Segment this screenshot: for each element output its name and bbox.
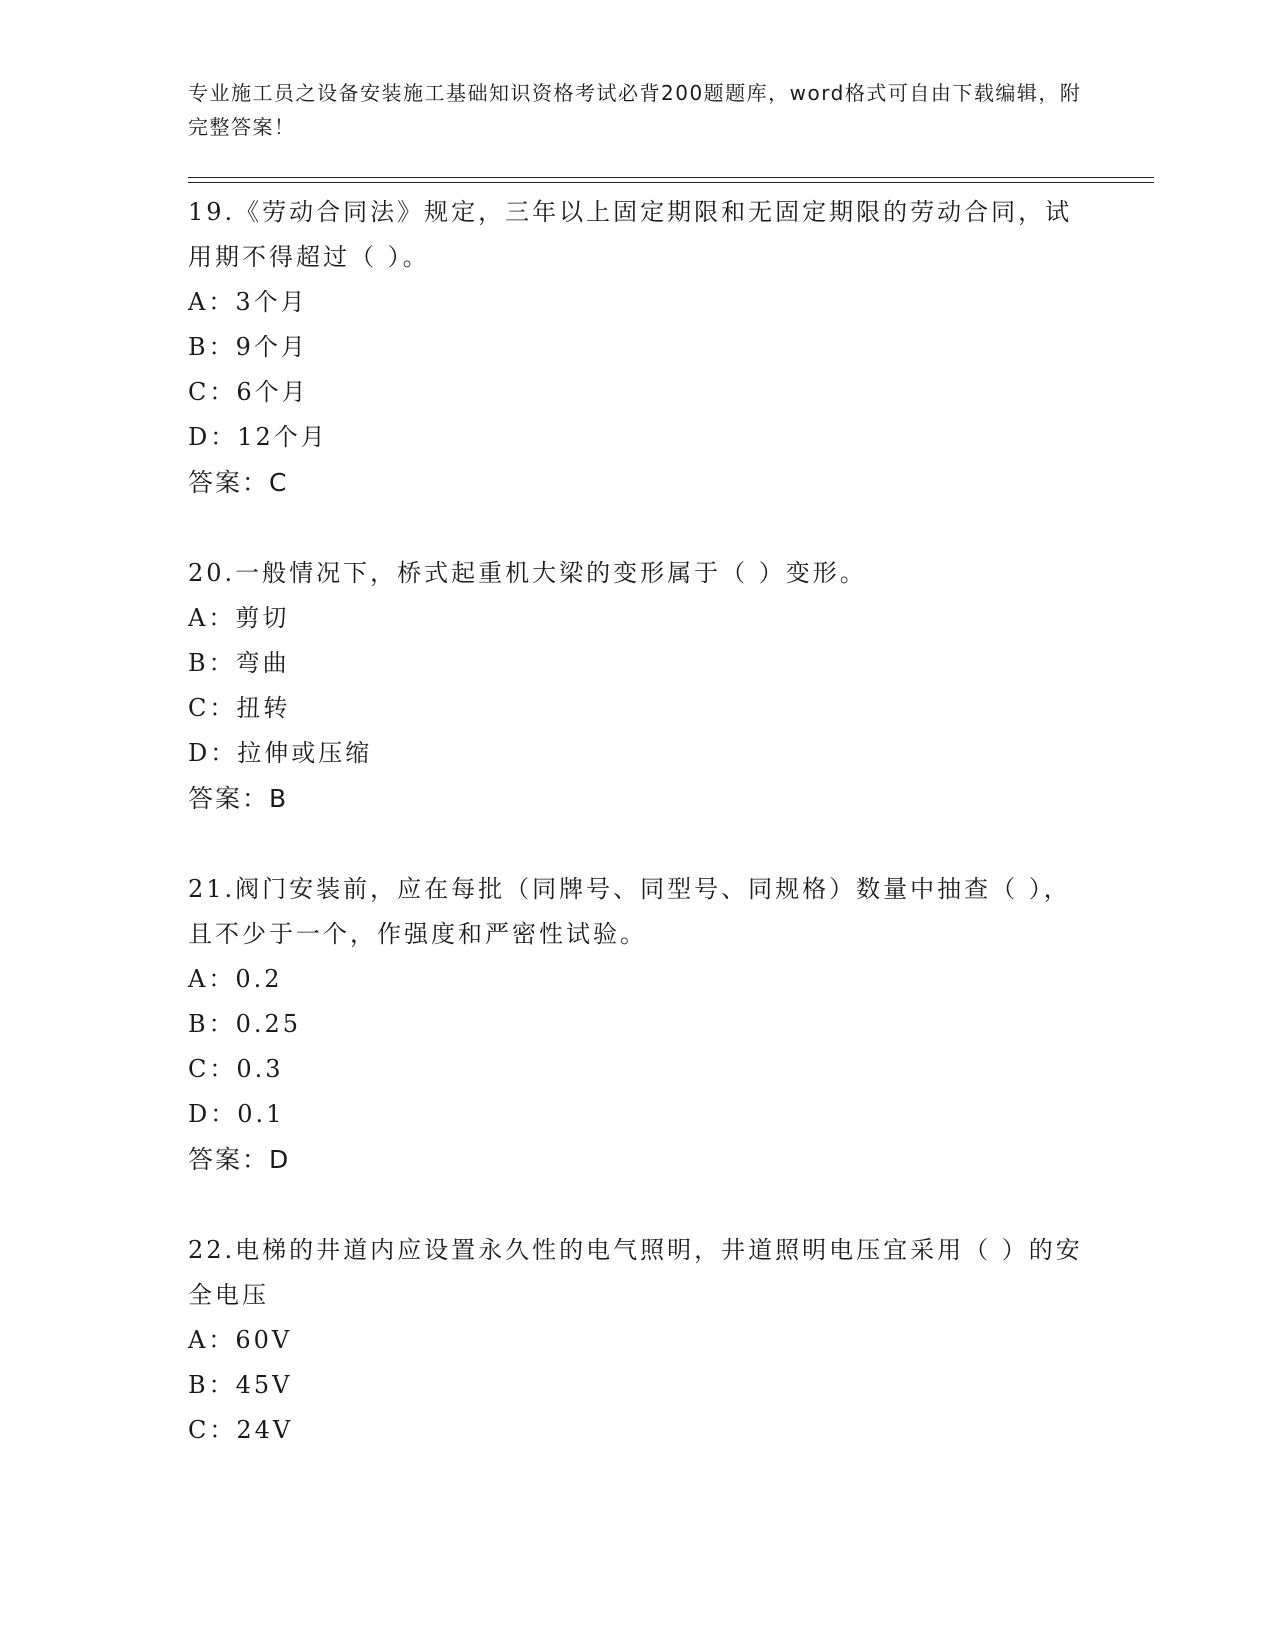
question-stem: 阀门安装前，应在每批（同牌号、同型号、同规格）数量中抽查（ ），且不少于一个，作强度和严密性试验。: [188, 875, 1071, 948]
question-stem: 一般情况下，桥式起重机大梁的变形属于（ ）变形。: [235, 559, 867, 587]
question-number: 21.: [188, 875, 236, 903]
question-stem: 《劳动合同法》规定，三年以上固定期限和无固定期限的劳动合同，试用期不得超过（ ）。: [188, 198, 1073, 271]
question-22: [188, 1228, 1088, 1453]
option-a: A：0.2: [188, 965, 283, 993]
option-b: B：弯曲: [188, 649, 290, 677]
question-21: [188, 867, 1088, 1182]
option-a: A：60V: [188, 1326, 293, 1354]
answer: 答案：D: [188, 1145, 291, 1174]
question-text: [188, 190, 1088, 280]
option-c: C：6个月: [188, 378, 309, 406]
question-list: [188, 190, 1088, 1499]
option-c: C：24V: [188, 1416, 294, 1444]
question-number: 19.: [188, 198, 236, 226]
document-header: 专业施工员之设备安装施工基础知识资格考试必背200题题库，word格式可自由下载编辑，附完整答案！: [188, 81, 1082, 139]
option-b: B：9个月: [188, 333, 308, 361]
question-text: [188, 1228, 1088, 1318]
option-d: D：0.1: [188, 1100, 285, 1128]
question-20: [188, 551, 1088, 821]
option-d: D：拉伸或压缩: [188, 739, 373, 767]
question-text: [188, 867, 1088, 957]
question-text: [188, 551, 1088, 596]
option-a: A：剪切: [188, 604, 290, 632]
answer: 答案：C: [188, 468, 289, 497]
option-c: C：扭转: [188, 694, 291, 722]
question-19: [188, 190, 1088, 505]
question-stem: 电梯的井道内应设置永久性的电气照明，井道照明电压宜采用（ ）的安全电压: [188, 1236, 1083, 1309]
header-rule-top: [188, 177, 1154, 178]
option-c: C：0.3: [188, 1055, 284, 1083]
header-rule-bottom: [188, 182, 1154, 183]
option-b: B：0.25: [188, 1010, 302, 1038]
option-b: B：45V: [188, 1371, 293, 1399]
option-a: A：3个月: [188, 288, 308, 316]
question-number: 20.: [188, 559, 236, 587]
question-number: 22.: [188, 1236, 236, 1264]
answer: 答案：B: [188, 784, 289, 813]
option-d: D：12个月: [188, 423, 328, 451]
